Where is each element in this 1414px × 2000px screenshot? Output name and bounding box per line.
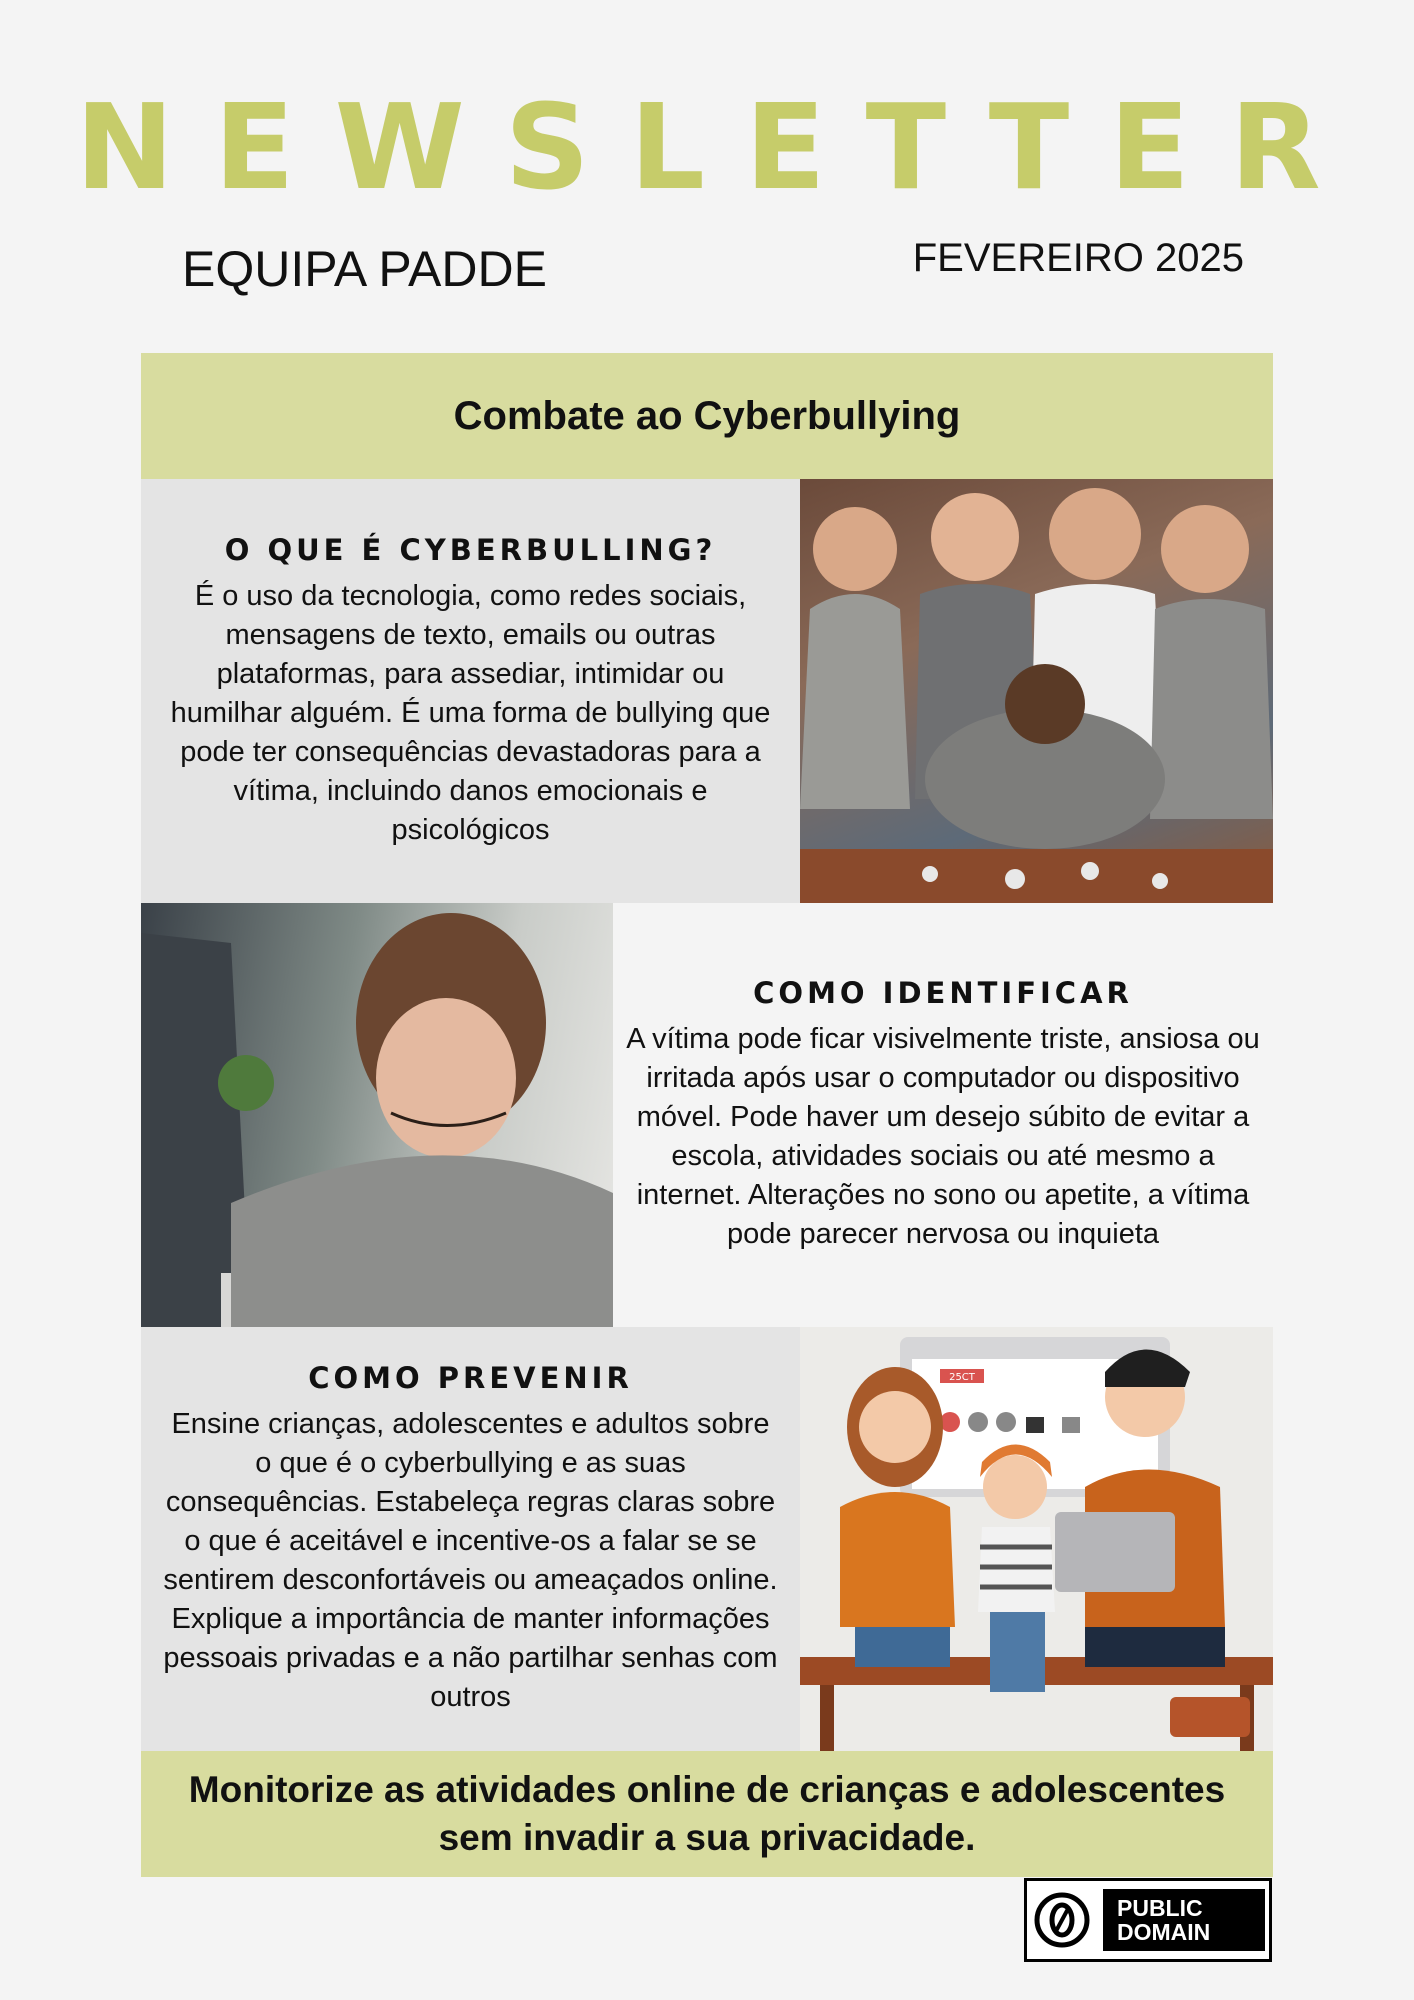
public-domain-line-2: DOMAIN [1117, 1919, 1211, 1945]
public-domain-icon [1033, 1891, 1091, 1949]
section-what-is [141, 479, 800, 903]
topic-banner [141, 353, 1273, 479]
bullying-photo [800, 479, 1273, 903]
section-heading: COMO IDENTIFICAR [753, 976, 1133, 1010]
section-body: É o uso da tecnologia, como redes sociais, mensagens de texto, emails ou outras plataformas, para assediar, intimidar ou humilhar alguém. É uma forma de bullying que pode ter consequências devastadoras para a vítima, incluindo danos emocionais e psicológicos [170, 579, 771, 846]
public-domain-badge [1024, 1878, 1272, 1962]
sad-girl-photo-art [141, 903, 613, 1327]
call-to-action-banner [141, 1751, 1273, 1877]
section-prevent [141, 1327, 800, 1751]
family-illustration-art [800, 1327, 1273, 1751]
section-identify [613, 903, 1273, 1327]
issue-date: FEVEREIRO 2025 [912, 236, 1244, 280]
topic-title: Combate ao Cyberbullying [453, 393, 961, 438]
bullying-photo-art [800, 479, 1273, 903]
family-illustration [800, 1327, 1273, 1751]
section-heading: COMO PREVENIR [308, 1361, 633, 1395]
section-body: A vítima pode ficar visivelmente triste, ansiosa ou irritada após usar o computador ou dispositivo móvel. Pode haver um desejo súbito de evitar a escola, atividades sociais ou até mesmo a internet. Alterações no sono ou apetite, a vítima pode parecer nervosa ou inquieta [626, 1023, 1260, 1250]
section-body: Ensine crianças, adolescentes e adultos sobre o que é o cyberbullying e as suas consequências. Estabeleça regras claras sobre o que é aceitável e incentive-os a falar se se sentirem desconfortáveis ou ameaçados online. Explique a importância de manter informações pessoais privadas e a não partilhar senhas com outros [163, 1408, 778, 1713]
sad-girl-photo [141, 903, 613, 1327]
public-domain-label [1103, 1889, 1265, 1951]
section-heading: O QUE É CYBERBULLING? [224, 532, 717, 567]
newsletter-title: NEWSLETTER [75, 78, 1361, 216]
team-name: EQUIPA PADDE [182, 241, 547, 297]
screen-badge: 25CT [949, 1372, 975, 1383]
call-to-action-line-1: Monitorize as atividades online de crianças e adolescentes [188, 1769, 1226, 1810]
call-to-action-line-2: sem invadir a sua privacidade. [438, 1817, 976, 1858]
public-domain-line-1: PUBLIC [1117, 1895, 1203, 1921]
